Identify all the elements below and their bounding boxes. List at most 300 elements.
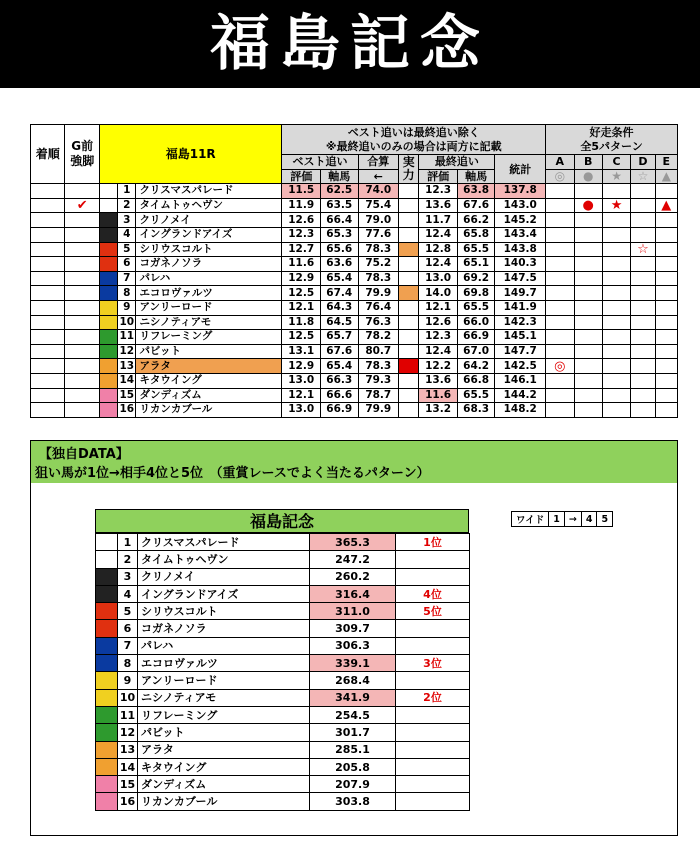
last-jikuba: 65.1 bbox=[457, 257, 495, 272]
pattern-e-cell bbox=[655, 271, 677, 286]
frame-color-cell bbox=[96, 741, 118, 758]
pattern-a-cell bbox=[546, 242, 574, 257]
rank-label bbox=[396, 568, 470, 585]
toukei-value: 141.9 bbox=[495, 300, 546, 315]
score-value: 303.8 bbox=[310, 793, 396, 810]
wide-first: 1 bbox=[549, 512, 565, 527]
horse-name: ニシノティアモ bbox=[136, 315, 282, 330]
table-row bbox=[31, 300, 678, 315]
best-hyouka: 11.8 bbox=[282, 315, 321, 330]
pattern-b-cell: ● bbox=[574, 198, 602, 213]
last-jikuba: 65.8 bbox=[457, 227, 495, 242]
pattern-b-cell bbox=[574, 344, 602, 359]
pattern-e-cell bbox=[655, 344, 677, 359]
last-jikuba: 65.5 bbox=[457, 388, 495, 403]
frame-color-cell bbox=[99, 227, 117, 242]
best-jikuba: 65.3 bbox=[320, 227, 358, 242]
toukei-value: 145.2 bbox=[495, 213, 546, 228]
toukei-value: 148.2 bbox=[495, 403, 546, 418]
jitsuryoku-cell bbox=[399, 257, 419, 272]
pattern-b-cell bbox=[574, 300, 602, 315]
score-row bbox=[96, 551, 470, 568]
toukei-value: 143.8 bbox=[495, 242, 546, 257]
wide-bet-box bbox=[511, 511, 613, 527]
frame-color-cell bbox=[99, 300, 117, 315]
table-row bbox=[31, 286, 678, 301]
jitsuryoku-cell bbox=[399, 315, 419, 330]
horse-number: 15 bbox=[118, 776, 138, 793]
pattern-e-cell bbox=[655, 213, 677, 228]
score-row bbox=[96, 793, 470, 810]
last-hyouka: 14.0 bbox=[419, 286, 458, 301]
gousan-value: 78.3 bbox=[358, 242, 399, 257]
last-jikuba: 63.8 bbox=[457, 184, 495, 199]
g-front-cell bbox=[65, 373, 99, 388]
header-pattern-b: B bbox=[574, 155, 602, 170]
horse-number: 10 bbox=[119, 315, 135, 328]
frame-color-cell bbox=[99, 198, 117, 213]
pattern-d-cell bbox=[631, 300, 655, 315]
score-row bbox=[96, 534, 470, 551]
horse-number: 14 bbox=[118, 758, 138, 775]
panel-subheading: 狙い馬が1位→相手4位と5位 （重賞レースでよく当たるパターン） bbox=[35, 466, 430, 481]
header-saishu-oi: 最終追い bbox=[419, 155, 495, 170]
gousan-value: 79.9 bbox=[358, 403, 399, 418]
best-hyouka: 12.7 bbox=[282, 242, 321, 257]
score-value: 285.1 bbox=[310, 741, 396, 758]
score-row bbox=[96, 741, 470, 758]
horse-name: リカンカブール bbox=[136, 403, 282, 418]
pattern-a-cell bbox=[546, 315, 574, 330]
header-pattern-line1: 好走条件 bbox=[589, 125, 634, 139]
best-hyouka: 12.5 bbox=[282, 330, 321, 345]
best-jikuba: 64.3 bbox=[320, 300, 358, 315]
header-best-oi: ベスト追い bbox=[282, 155, 358, 170]
header-hyouka: 評価 bbox=[282, 169, 321, 184]
frame-color-cell bbox=[96, 758, 118, 775]
last-hyouka: 12.3 bbox=[419, 184, 458, 199]
score-value: 207.9 bbox=[310, 776, 396, 793]
horse-number: 12 bbox=[118, 724, 138, 741]
horse-number: 7 bbox=[118, 271, 136, 286]
header-pattern-d: D bbox=[631, 155, 655, 170]
horse-name: コガネノソラ bbox=[138, 620, 310, 637]
header-g-front: G前強脚 bbox=[65, 125, 99, 184]
pattern-d-cell bbox=[631, 403, 655, 418]
pattern-c-cell bbox=[602, 388, 630, 403]
table-row bbox=[31, 344, 678, 359]
rank-label bbox=[396, 637, 470, 654]
pattern-c-cell: ★ bbox=[602, 198, 630, 213]
pattern-e-cell bbox=[655, 315, 677, 330]
pattern-b-symbol: ● bbox=[574, 169, 602, 184]
best-hyouka: 13.1 bbox=[282, 344, 321, 359]
pattern-d-cell: ☆ bbox=[631, 242, 655, 257]
best-hyouka: 12.6 bbox=[282, 213, 321, 228]
frame-color-cell bbox=[96, 637, 118, 654]
best-hyouka: 13.0 bbox=[282, 373, 321, 388]
table-row bbox=[31, 242, 678, 257]
header-arrow: ← bbox=[358, 169, 399, 184]
horse-name: リフレーミング bbox=[136, 330, 282, 345]
gousan-value: 79.0 bbox=[358, 213, 399, 228]
pattern-e-cell: ▲ bbox=[655, 198, 677, 213]
frame-color-cell bbox=[99, 330, 117, 345]
header-pattern-line2: 全5パターン bbox=[580, 139, 643, 153]
pattern-c-cell bbox=[602, 271, 630, 286]
pattern-c-cell bbox=[602, 373, 630, 388]
best-jikuba: 65.6 bbox=[320, 242, 358, 257]
score-table-title: 福島記念 bbox=[95, 509, 469, 533]
table-row bbox=[31, 373, 678, 388]
frame-color-cell bbox=[96, 551, 118, 568]
pattern-b-cell bbox=[574, 184, 602, 199]
horse-number: 8 bbox=[118, 286, 136, 301]
finish-cell bbox=[31, 271, 65, 286]
jitsuryoku-cell bbox=[399, 373, 419, 388]
last-jikuba: 64.2 bbox=[457, 359, 495, 374]
horse-name: タイムトゥヘヴン bbox=[138, 551, 310, 568]
jitsuryoku-cell bbox=[399, 198, 419, 213]
frame-color-cell bbox=[99, 286, 117, 301]
panel-heading: 【独自DATA】 bbox=[39, 447, 129, 462]
last-hyouka: 13.6 bbox=[419, 198, 458, 213]
horse-name: シリウスコルト bbox=[136, 242, 282, 257]
rank-label bbox=[396, 776, 470, 793]
last-hyouka: 12.6 bbox=[419, 315, 458, 330]
table-row bbox=[31, 227, 678, 242]
horse-name: イングランドアイズ bbox=[138, 585, 310, 602]
horse-number: 8 bbox=[118, 655, 138, 672]
last-hyouka: 13.6 bbox=[419, 373, 458, 388]
frame-color-cell bbox=[96, 724, 118, 741]
gousan-value: 78.7 bbox=[358, 388, 399, 403]
horse-number: 12 bbox=[119, 345, 135, 358]
pattern-b-cell bbox=[574, 388, 602, 403]
wide-partner-4: 4 bbox=[581, 512, 597, 527]
last-jikuba: 68.3 bbox=[457, 403, 495, 418]
best-jikuba: 62.5 bbox=[320, 184, 358, 199]
pattern-a-cell bbox=[546, 300, 574, 315]
last-jikuba: 69.2 bbox=[457, 271, 495, 286]
last-hyouka: 12.4 bbox=[419, 344, 458, 359]
frame-color-cell bbox=[96, 534, 118, 551]
frame-color-cell bbox=[96, 585, 118, 602]
score-table bbox=[95, 509, 470, 811]
horse-number: 5 bbox=[118, 242, 136, 257]
g-front-cell bbox=[65, 300, 99, 315]
jitsuryoku-cell bbox=[399, 242, 419, 257]
toukei-value: 142.5 bbox=[495, 359, 546, 374]
pattern-d-cell bbox=[631, 257, 655, 272]
horse-number: 6 bbox=[118, 620, 138, 637]
frame-color-cell bbox=[99, 257, 117, 272]
score-row bbox=[96, 724, 470, 741]
pattern-c-cell bbox=[602, 213, 630, 228]
toukei-value: 147.7 bbox=[495, 344, 546, 359]
header-pattern-c: C bbox=[602, 155, 630, 170]
horse-number: 6 bbox=[118, 257, 136, 272]
horse-name: パビット bbox=[138, 724, 310, 741]
pattern-e-cell bbox=[655, 286, 677, 301]
table-row bbox=[31, 359, 678, 374]
horse-number: 1 bbox=[118, 534, 138, 551]
score-value: 254.5 bbox=[310, 706, 396, 723]
gousan-value: 78.3 bbox=[358, 359, 399, 374]
score-row bbox=[96, 672, 470, 689]
pattern-b-cell bbox=[574, 286, 602, 301]
table-row bbox=[31, 184, 678, 199]
pattern-c-symbol: ★ bbox=[602, 169, 630, 184]
jitsuryoku-cell bbox=[399, 403, 419, 418]
pattern-e-cell bbox=[655, 373, 677, 388]
best-hyouka: 11.9 bbox=[282, 198, 321, 213]
best-jikuba: 65.7 bbox=[320, 330, 358, 345]
header-pattern-e: E bbox=[655, 155, 677, 170]
last-jikuba: 69.8 bbox=[457, 286, 495, 301]
score-row bbox=[96, 689, 470, 706]
score-value: 365.3 bbox=[310, 534, 396, 551]
frame-color-cell bbox=[99, 184, 117, 199]
pattern-d-cell bbox=[631, 213, 655, 228]
score-row bbox=[96, 585, 470, 602]
finish-cell bbox=[31, 257, 65, 272]
pattern-c-cell bbox=[602, 344, 630, 359]
pattern-b-cell bbox=[574, 271, 602, 286]
g-front-cell bbox=[65, 184, 99, 199]
wide-partner-5: 5 bbox=[597, 512, 613, 527]
pattern-a-cell bbox=[546, 257, 574, 272]
toukei-value: 143.0 bbox=[495, 198, 546, 213]
score-value: 301.7 bbox=[310, 724, 396, 741]
rank-label: 3位 bbox=[396, 655, 470, 672]
last-jikuba: 66.2 bbox=[457, 213, 495, 228]
score-value: 247.2 bbox=[310, 551, 396, 568]
best-hyouka: 12.9 bbox=[282, 271, 321, 286]
pattern-a-cell bbox=[546, 198, 574, 213]
horse-number: 10 bbox=[118, 689, 138, 706]
frame-color-cell bbox=[96, 689, 118, 706]
horse-number: 1 bbox=[118, 184, 136, 199]
gousan-value: 79.3 bbox=[358, 373, 399, 388]
last-hyouka: 13.0 bbox=[419, 271, 458, 286]
pattern-a-cell bbox=[546, 271, 574, 286]
finish-cell bbox=[31, 373, 65, 388]
toukei-value: 137.8 bbox=[495, 184, 546, 199]
rank-label: 4位 bbox=[396, 585, 470, 602]
best-hyouka: 12.3 bbox=[282, 227, 321, 242]
pattern-c-cell bbox=[602, 359, 630, 374]
last-hyouka: 12.8 bbox=[419, 242, 458, 257]
horse-number: 11 bbox=[118, 706, 138, 723]
pattern-d-symbol: ☆ bbox=[631, 169, 655, 184]
header-pattern bbox=[546, 125, 678, 155]
pattern-b-cell bbox=[574, 373, 602, 388]
last-hyouka: 11.7 bbox=[419, 213, 458, 228]
table-row bbox=[31, 315, 678, 330]
pattern-d-cell bbox=[631, 315, 655, 330]
horse-number: 5 bbox=[118, 603, 138, 620]
best-hyouka: 11.6 bbox=[282, 257, 321, 272]
horse-number: 4 bbox=[118, 227, 136, 242]
horse-number: 13 bbox=[118, 741, 138, 758]
pattern-c-cell bbox=[602, 300, 630, 315]
g-front-cell bbox=[65, 257, 99, 272]
g-front-cell bbox=[65, 403, 99, 418]
last-hyouka: 12.2 bbox=[419, 359, 458, 374]
score-value: 341.9 bbox=[310, 689, 396, 706]
score-row bbox=[96, 706, 470, 723]
frame-color-cell bbox=[96, 568, 118, 585]
toukei-value: 147.5 bbox=[495, 271, 546, 286]
g-front-cell bbox=[65, 359, 99, 374]
jitsuryoku-cell bbox=[399, 344, 419, 359]
frame-color-cell bbox=[99, 403, 117, 418]
score-row bbox=[96, 758, 470, 775]
rank-label: 2位 bbox=[396, 689, 470, 706]
horse-name: アンリーロード bbox=[138, 672, 310, 689]
horse-number: 16 bbox=[119, 403, 135, 416]
pattern-e-cell bbox=[655, 242, 677, 257]
frame-color-cell bbox=[96, 776, 118, 793]
rank-label bbox=[396, 706, 470, 723]
horse-number: 2 bbox=[118, 551, 138, 568]
g-front-cell bbox=[65, 227, 99, 242]
gousan-value: 78.3 bbox=[358, 271, 399, 286]
toukei-value: 145.1 bbox=[495, 330, 546, 345]
pattern-a-cell bbox=[546, 388, 574, 403]
horse-name: キタウイング bbox=[136, 373, 282, 388]
pattern-c-cell bbox=[602, 315, 630, 330]
header-race: 福島11R bbox=[99, 125, 282, 184]
horse-name: コガネノソラ bbox=[136, 257, 282, 272]
rank-label bbox=[396, 724, 470, 741]
table-row bbox=[31, 257, 678, 272]
last-jikuba: 66.9 bbox=[457, 330, 495, 345]
gousan-value: 75.4 bbox=[358, 198, 399, 213]
horse-name: エコロヴァルツ bbox=[136, 286, 282, 301]
pattern-d-cell bbox=[631, 330, 655, 345]
header-note-line2: ※最終追いのみの場合は両方に記載 bbox=[325, 139, 502, 153]
horse-name: ダンディズム bbox=[138, 776, 310, 793]
pattern-d-cell bbox=[631, 184, 655, 199]
best-jikuba: 66.4 bbox=[320, 213, 358, 228]
finish-cell bbox=[31, 388, 65, 403]
table-row bbox=[31, 198, 678, 213]
finish-cell bbox=[31, 330, 65, 345]
g-front-cell bbox=[65, 344, 99, 359]
finish-cell bbox=[31, 315, 65, 330]
last-jikuba: 67.6 bbox=[457, 198, 495, 213]
horse-name: アラタ bbox=[138, 741, 310, 758]
pattern-a-cell bbox=[546, 373, 574, 388]
jitsuryoku-cell bbox=[399, 271, 419, 286]
pattern-b-cell bbox=[574, 403, 602, 418]
horse-number: 3 bbox=[118, 213, 136, 228]
score-value: 309.7 bbox=[310, 620, 396, 637]
horse-number: 7 bbox=[118, 637, 138, 654]
rank-label bbox=[396, 741, 470, 758]
pattern-e-cell bbox=[655, 184, 677, 199]
g-front-cell bbox=[65, 286, 99, 301]
horse-number: 4 bbox=[118, 585, 138, 602]
pattern-d-cell bbox=[631, 344, 655, 359]
pattern-c-cell bbox=[602, 286, 630, 301]
frame-color-cell bbox=[96, 672, 118, 689]
best-jikuba: 67.4 bbox=[320, 286, 358, 301]
last-jikuba: 66.8 bbox=[457, 373, 495, 388]
rank-label bbox=[396, 672, 470, 689]
toukei-value: 146.1 bbox=[495, 373, 546, 388]
frame-color-cell bbox=[99, 213, 117, 228]
table-row bbox=[31, 388, 678, 403]
rank-label bbox=[396, 793, 470, 810]
horse-number: 16 bbox=[118, 793, 138, 810]
last-jikuba: 67.0 bbox=[457, 344, 495, 359]
pattern-d-cell bbox=[631, 373, 655, 388]
last-hyouka: 12.4 bbox=[419, 257, 458, 272]
score-row bbox=[96, 568, 470, 585]
frame-color-cell bbox=[99, 388, 117, 403]
pattern-a-symbol: ◎ bbox=[546, 169, 574, 184]
last-hyouka: 13.2 bbox=[419, 403, 458, 418]
pattern-a-cell bbox=[546, 286, 574, 301]
table-row bbox=[31, 403, 678, 418]
pattern-e-cell bbox=[655, 227, 677, 242]
pattern-e-symbol: ▲ bbox=[655, 169, 677, 184]
pattern-c-cell bbox=[602, 184, 630, 199]
pattern-d-cell bbox=[631, 388, 655, 403]
horse-number: 13 bbox=[119, 359, 135, 372]
rank-label: 5位 bbox=[396, 603, 470, 620]
g-front-cell bbox=[65, 388, 99, 403]
score-value: 260.2 bbox=[310, 568, 396, 585]
gousan-value: 76.3 bbox=[358, 315, 399, 330]
score-row bbox=[96, 603, 470, 620]
toukei-value: 143.4 bbox=[495, 227, 546, 242]
horse-name: アラタ bbox=[136, 359, 282, 374]
panel-header bbox=[31, 441, 677, 483]
finish-cell bbox=[31, 198, 65, 213]
rank-label bbox=[396, 620, 470, 637]
pattern-e-cell bbox=[655, 330, 677, 345]
rank-label bbox=[396, 551, 470, 568]
finish-cell bbox=[31, 184, 65, 199]
best-hyouka: 12.1 bbox=[282, 300, 321, 315]
finish-cell bbox=[31, 359, 65, 374]
jitsuryoku-cell bbox=[399, 184, 419, 199]
best-hyouka: 13.0 bbox=[282, 403, 321, 418]
jitsuryoku-cell bbox=[399, 213, 419, 228]
frame-color-cell bbox=[99, 344, 117, 359]
header-finish: 着順 bbox=[31, 125, 65, 184]
pattern-e-cell bbox=[655, 257, 677, 272]
frame-color-cell bbox=[99, 359, 117, 374]
jitsuryoku-cell bbox=[399, 300, 419, 315]
g-front-cell bbox=[65, 315, 99, 330]
wide-label: ワイド bbox=[512, 512, 549, 527]
header-note-line1: ベスト追いは最終追い除く bbox=[347, 125, 480, 139]
pattern-a-cell bbox=[546, 213, 574, 228]
pattern-d-cell bbox=[631, 198, 655, 213]
score-value: 205.8 bbox=[310, 758, 396, 775]
horse-name: タイムトゥヘヴン bbox=[136, 198, 282, 213]
best-jikuba: 66.3 bbox=[320, 373, 358, 388]
best-jikuba: 64.5 bbox=[320, 315, 358, 330]
pattern-c-cell bbox=[602, 227, 630, 242]
finish-cell bbox=[31, 286, 65, 301]
wide-arrow: → bbox=[564, 512, 581, 527]
